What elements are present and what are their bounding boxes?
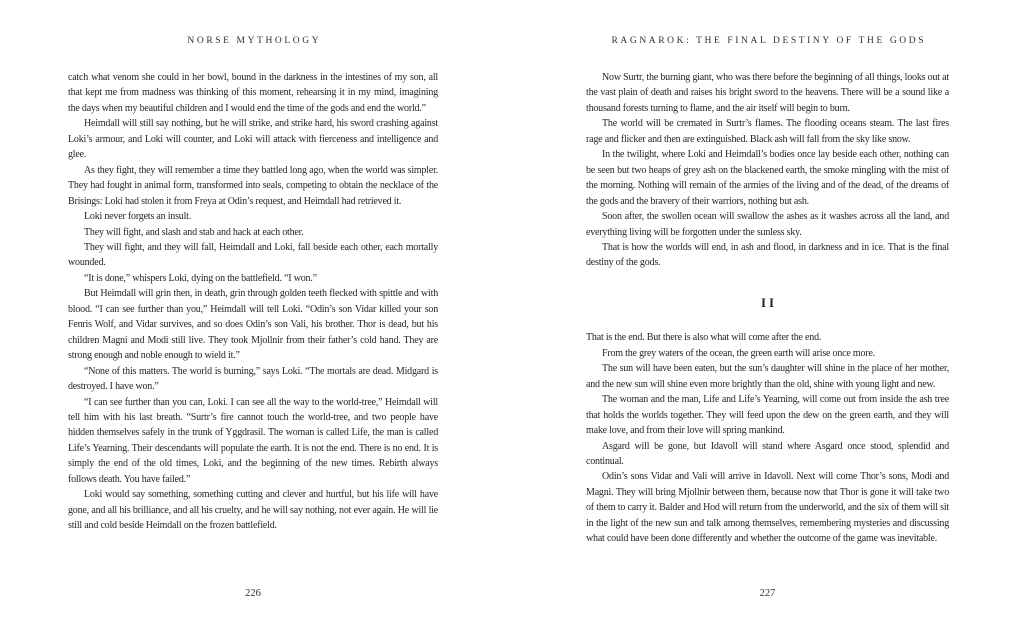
left-page	[68, 0, 438, 637]
running-head-left: NORSE MYTHOLOGY	[187, 36, 322, 46]
paragraph: The woman and the man, Life and Life’s Yearning, will come out from inside the ash tree that holds the worlds together. They will feed upon the dew on the green earth, and they will make love, and from their love will spring mankind.	[586, 394, 949, 437]
paragraph: From the grey waters of the ocean, the green earth will arise once more.	[602, 347, 875, 359]
page-number-left: 226	[245, 588, 261, 599]
right-page-body	[586, 70, 949, 547]
paragraph: “It is done,” whispers Loki, dying on the battlefield. “I won.”	[84, 272, 317, 284]
paragraph: The world will be cremated in Surtr’s flames. The flooding oceans steam. The last fires rage and flicker and then are extinguished. Black ash will fall from the sky like snow.	[586, 118, 949, 145]
page-number-right: 227	[759, 588, 776, 599]
paragraph: catch what venom she could in her bowl, bound in the darkness in the intestines of my son, all that kept me from madness was thinking of this moment, rehearsing it in my mind, imagining the days when my beautiful children and I would end the time of the gods and end the world.”	[68, 72, 438, 114]
paragraph: Heimdall will still say nothing, but he will strike, and strike hard, his sword crashing against Loki’s armour, and Loki will counter, and Loki will attack with fierceness and intelligence and glee.	[68, 118, 438, 161]
paragraph: “I can see further than you can, Loki. I can see all the way to the world-tree,” Heimdall will tell him with his last breath. “Surtr’s fire cannot touch the world-tree, and two people have hidden themselves safely in the trunk of Yggdrasil. The woman is called Life, the man is called Life’s Yearning. Their descendants will populate the earth. It is not the end. There is no end. It is simply the end of the old times, Loki, and the beginning of the new times. Rebirth always follows death. You have failed.”	[68, 396, 438, 485]
paragraph: Now Surtr, the burning giant, who was there before the beginning of all things, looks out at the vast plain of death and raises his bright sword to the heavens. There will be a sound like a thousand forests turning to flame, and the air itself will begin to burn.	[586, 72, 949, 114]
paragraph: Loki would say something, something cutting and clever and hurtful, but his life will have gone, and all his brilliance, and all his cruelty, and he will say nothing, not ever again. He will lie still and cold beside Heimdall on the frozen battlefield.	[68, 489, 438, 532]
section-heading: II	[760, 294, 778, 310]
paragraph: They will fight, and slash and stab and hack at each other.	[84, 226, 304, 238]
paragraph: In the twilight, where Loki and Heimdall’s bodies once lay beside each other, nothing can be seen but two heaps of grey ash on the blackened earth, the smoke mingling with the mist of the morning. Nothing will remain of the armies of the living and of the dead, of the dreams of the gods and the bravery of their warriors, nothing but ash.	[586, 149, 949, 207]
paragraph: But Heimdall will grin then, in death, grin through golden teeth flecked with spittle and with blood. “I can see further than you,” Heimdall will tell Loki. “Odin’s son Vidar killed your son Fenris Wolf, and Vidar survives, and so does Odin’s son Vali, his brother. Thor is dead, but his children Magni and Modi still live. They took Mjollnir from their father’s cold hand. They are strong enough and noble enough to wield it.”	[68, 288, 438, 362]
paragraph: They will fight, and they will fall, Heimdall and Loki, fall beside each other, each mortally wounded.	[68, 241, 438, 269]
running-head-right: RAGNAROK: THE FINAL DESTINY OF THE GODS	[611, 36, 927, 46]
paragraph: “None of this matters. The world is burning,” says Loki. “The mortals are dead. Midgard is destroyed. I have won.”	[68, 365, 438, 393]
paragraph: The sun will have been eaten, but the sun’s daughter will shine in the place of her mother, and the new sun will shine even more brightly than the old, shine with young light and new.	[586, 363, 949, 390]
paragraph: Loki never forgets an insult.	[84, 211, 192, 223]
left-page-body	[68, 70, 438, 534]
paragraph: That is how the worlds will end, in ash and flood, in darkness and in ice. That is the final destiny of the gods.	[586, 241, 949, 269]
paragraph: Asgard will be gone, but Idavoll will stand where Asgard once stood, splendid and continual.	[586, 440, 949, 467]
paragraph: As they fight, they will remember a time they battled long ago, when the world was simpler. They had fought in animal form, transformed into seals, competing to obtain the necklace of the Brisings: Loki had stolen it from Freya at Odin’s request, and Heimdall had retrieved it.	[68, 164, 438, 207]
paragraph: Soon after, the swollen ocean will swallow the ashes as it washes across all the land, and everything living will be forgotten under the sunless sky.	[586, 211, 949, 238]
paragraph: That is the end. But there is also what will come after the end.	[586, 332, 822, 344]
right-page	[586, 0, 949, 637]
paragraph: Odin’s sons Vidar and Vali will arrive in Idavoll. Next will come Thor’s sons, Modi and Magni. They will bring Mjollnir between them, because now that Thor is gone it will take two of them to carry it. Balder and Hod will return from the underworld, and the six of them will sit in the light of the new sun and talk among themselves, remembering mysteries and discussing what could have been done differently and whether the outcome of the game was inevitable.	[586, 471, 949, 545]
